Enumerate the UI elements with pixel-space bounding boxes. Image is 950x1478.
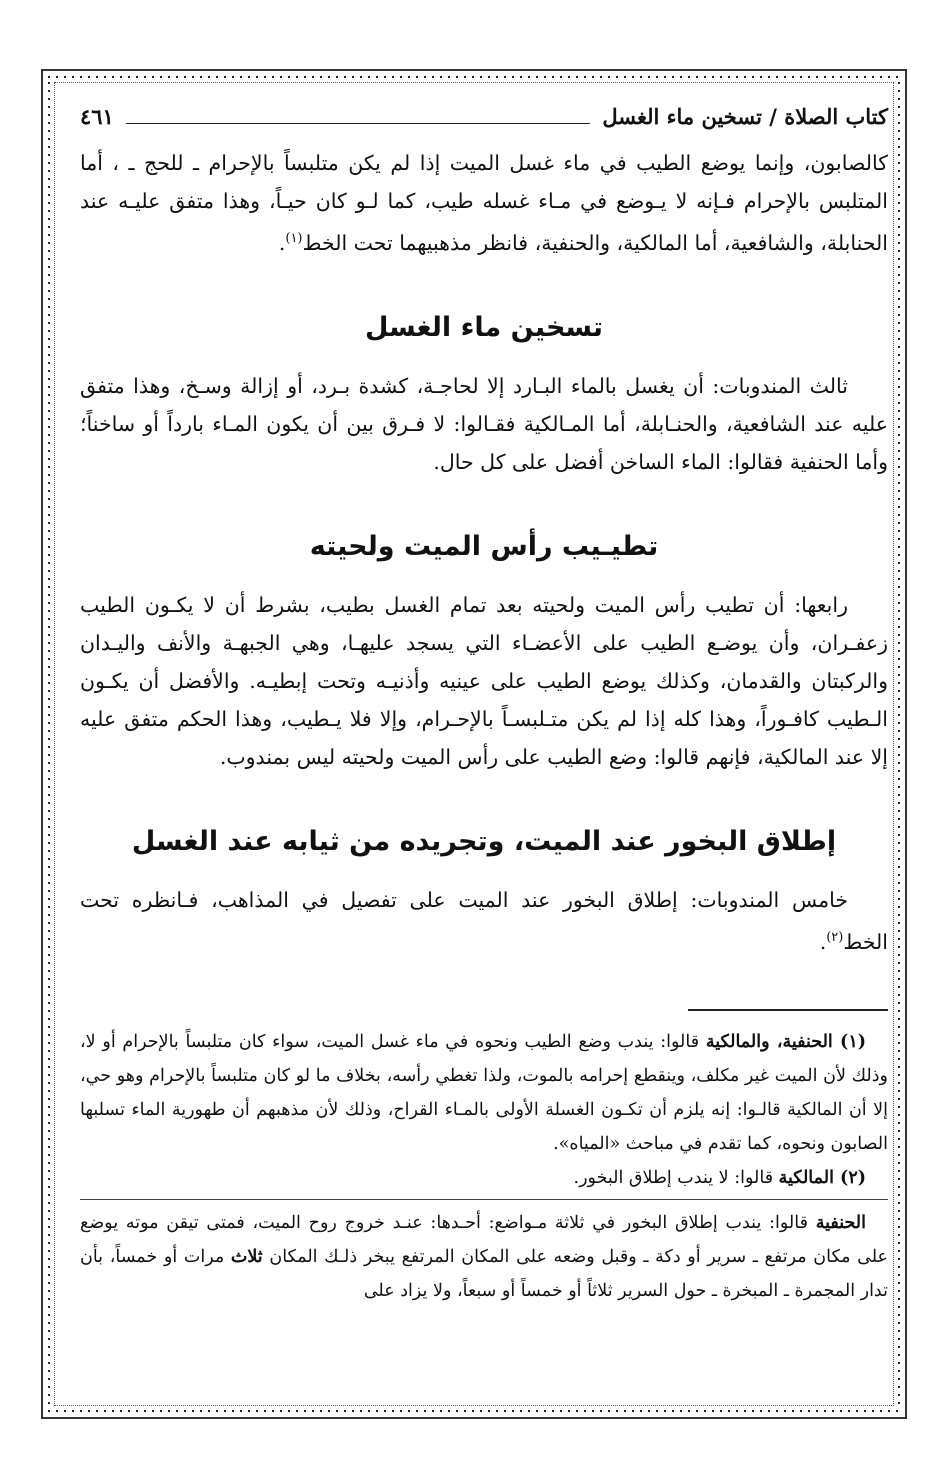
footnote-3 <box>80 1206 888 1308</box>
footnote-2-label: (٢) المالكية <box>778 1167 866 1188</box>
header-title: كتاب الصلاة / تسخين ماء الغسل <box>602 103 888 129</box>
book-page <box>80 96 888 1416</box>
section-heading-incense: إطلاق البخور عند الميت، وتجريده من ثيابه عند الغسل <box>131 825 837 857</box>
footnote-2-text: قالوا: لا يندب إطلاق البخور. <box>573 1167 779 1188</box>
footnote-3-text: قالوا: يندب إطلاق البخور في ثلاثة مـواضع: أحـدها: عنـد خروج روح الميت، فمتى تيقن موته يوضع على مكان مرتفع ـ سرير أو دكة ـ وقبل وضعه على المكان المرتفع يبخر ذلـك المكان <box>80 1212 888 1267</box>
section-heading-perfuming: تطيـيب رأس الميت ولحيته <box>309 530 659 562</box>
footnote-ref-1: (١) <box>285 231 303 246</box>
footnote-3-tail: مرات أو خمساً، بأن تدار المجمرة ـ المبخرة ـ حول السرير ثلاثاً أو خمساً أو سبعاً، ولا يزاد على <box>80 1246 888 1301</box>
section-text-perfuming: رابعها: أن تطيب رأس الميت ولحيته بعد تمام الغسل بطيب، بشرط أن لا يكـون الطيب زعفـران، وأن يوضـع الطيب على الأعضـاء التي يسجد عليهـا، وهي الجبهـة والأنف واليـدان والركبتان والقدمان، وكذلك يوضع الطيب على عينيه وأذنيـه وتحت إبطيـه. والأفضل أن يكـون الـطيب كافـوراً، وهذا كله إذا لم يكن متـلبسـاً بالإحـرام، وإلا فلا يـطيب، وهذا الحكم متفق عليه إلا عند المالكية، فإنهم قالوا: وضع الطيب على رأس الميت ولحيته ليس بمندوب. <box>80 592 888 769</box>
footnote-1-label: (١) الحنفية، والمالكية <box>705 1031 867 1052</box>
footnote-2 <box>80 1161 888 1195</box>
section-text-incense: خامس المندوبات: إطلاق البخور عند الميت على تفصيل في المذاهب، فـانظره تحت الخط$^{(٢)}$. <box>80 887 888 954</box>
footnote-separator <box>688 1009 888 1011</box>
intro-text: كالصابون، وإنما يوضع الطيب في ماء غسل الميت إذا لم يكن متلبساً بالإحرام ـ للحج ـ ، أما المتلبس بالإحرام فـإنه لا يـوضع في مـاء غسله طيب، كما لـو كان حيـاً، وهذا متفق عليـه عند الحنابلة، والشافعية، أما المالكية، والحنفية، فانظر مذهبيهما تحت الخط <box>80 151 888 255</box>
footnote-3-bold: ثلاث <box>230 1246 263 1267</box>
section-text-warming-water: ثالث المندوبات: أن يغسل بالماء البـارد إلا لحاجـة، كشدة بـرد، أو إزالة وسـخ، وهذا متفق عليه عند الشافعية، والحنـابلة، أما المـالكية فقـالوا: لا فـرق بين أن يكون المـاء بارداً أو ساخناً؛ وأما الحنفية فقالوا: الماء الساخن أفضل على كل حال. <box>80 373 888 474</box>
footnote-divider <box>80 1199 888 1200</box>
incense-text: خامس المندوبات: إطلاق البخور عند الميت على تفصيل في المذاهب، فـانظره تحت الخط <box>80 887 888 954</box>
section-heading-warming-water: تسخين ماء الغسل <box>364 311 604 343</box>
footnote-ref-2: (٢) <box>826 929 844 945</box>
footnote-1 <box>80 1025 888 1161</box>
footnote-1-text: قالوا: يندب وضع الطيب ونحوه في ماء غسل الميت، سواء كان متلبساً بالإحرام أو لا، وذلك لأن الميت غير مكلف، وينقطع إحرامه بالموت، ولذا تغطي رأسه، بخلاف ما لو كان متلبساً بالإحرام وهو حي، إلا أن المالكية قالـوا: إنه يلزم أن تكـون الغسلة الأولى بالمـاء القراح، وذلك لأن مذهبهم أن طهورية الماء تسلبها الصابون ونحوه، كما تقدم في مباحث «المياه». <box>80 1031 888 1154</box>
running-header <box>80 96 888 136</box>
intro-paragraph: كالصابون، وإنما يوضع الطيب في ماء غسل الميت إذا لم يكن متلبساً بالإحرام ـ للحج ـ ، أما المتلبس بالإحرام فـإنه لا يـوضع في مـاء غسله طيب، كما لـو كان حيـاً، وهذا متفق عليـه عند الحنابلة، والشافعية، أما المالكية، والحنفية، فانظر مذهبيهما تحت الخط$^{(١)}$. <box>80 151 888 255</box>
header-rule <box>126 109 590 124</box>
footnote-3-label: الحنفية <box>815 1212 866 1233</box>
page-number: ٤٦١ <box>80 103 114 129</box>
